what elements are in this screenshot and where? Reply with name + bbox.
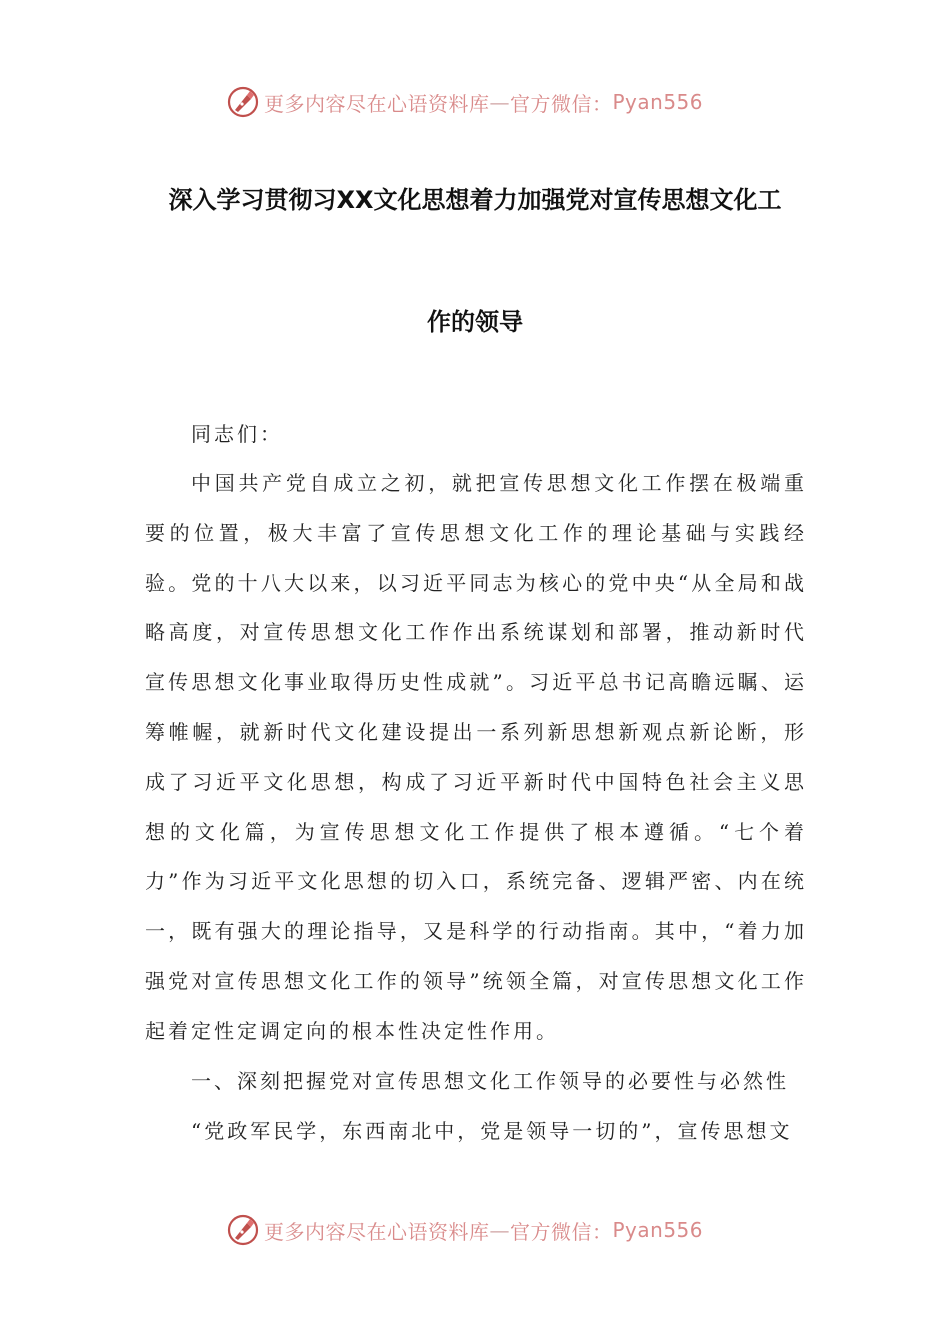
watermark-contact-id: Pyan556 <box>612 90 704 114</box>
watermark-contact-id: Pyan556 <box>612 1218 704 1242</box>
watermark-text: 更多内容尽在心语资料库 <box>264 1219 490 1244</box>
watermark-separator: — <box>489 1218 510 1242</box>
header-watermark <box>0 82 950 122</box>
watermark-contact-label: 官方微信： <box>510 1219 613 1244</box>
watermark-separator: — <box>489 90 510 114</box>
document-title-line-2: 作的领导 <box>427 308 523 336</box>
body-paragraph-1: 中国共产党自成立之初，就把宣传思想文化工作摆在极端重要的位置，极大丰富了宣传思想文化工作的理论基础与实践经验。党的十八大以来，以习近平同志为核心的党中央“从全局和战略高度，对宣传思想文化工作作出系统谋划和部署，推动新时代宣传思想文化事业取得历史性成就”。习近平总书记高瞻远瞩、运筹帷幄，就新时代文化建设提出一系列新思想新观点新论断，形成了习近平文化思想，构成了习近平新时代中国特色社会主义思想的文化篇，为宣传思想文化工作提供了根本遵循。“七个着力”作为习近平文化思想的切入口，系统完备、逻辑严密、内在统一，既有强大的理论指导，又是科学的行动指南。其中，“着力加强党对宣传思想文化工作的领导”统领全篇，对宣传思想文化工作起着定性定调定向的根本性决定性作用。 <box>145 471 807 1043</box>
section-heading-1: 一、深刻把握党对宣传思想文化工作领导的必要性与必然性 <box>191 1069 789 1093</box>
pen-nib-logo-icon <box>226 85 260 119</box>
footer-watermark <box>0 1210 950 1250</box>
document-title-line-1: 深入学习贯彻习XX文化思想着力加强党对宣传思想文化工 <box>168 186 782 214</box>
salutation: 同志们： <box>191 422 283 446</box>
pen-nib-logo-icon <box>226 1213 260 1247</box>
watermark-text: 更多内容尽在心语资料库 <box>264 91 490 116</box>
body-paragraph-2: “党政军民学，东西南北中，党是领导一切的”，宣传思想文 <box>191 1119 793 1143</box>
watermark-contact-label: 官方微信： <box>510 91 613 116</box>
